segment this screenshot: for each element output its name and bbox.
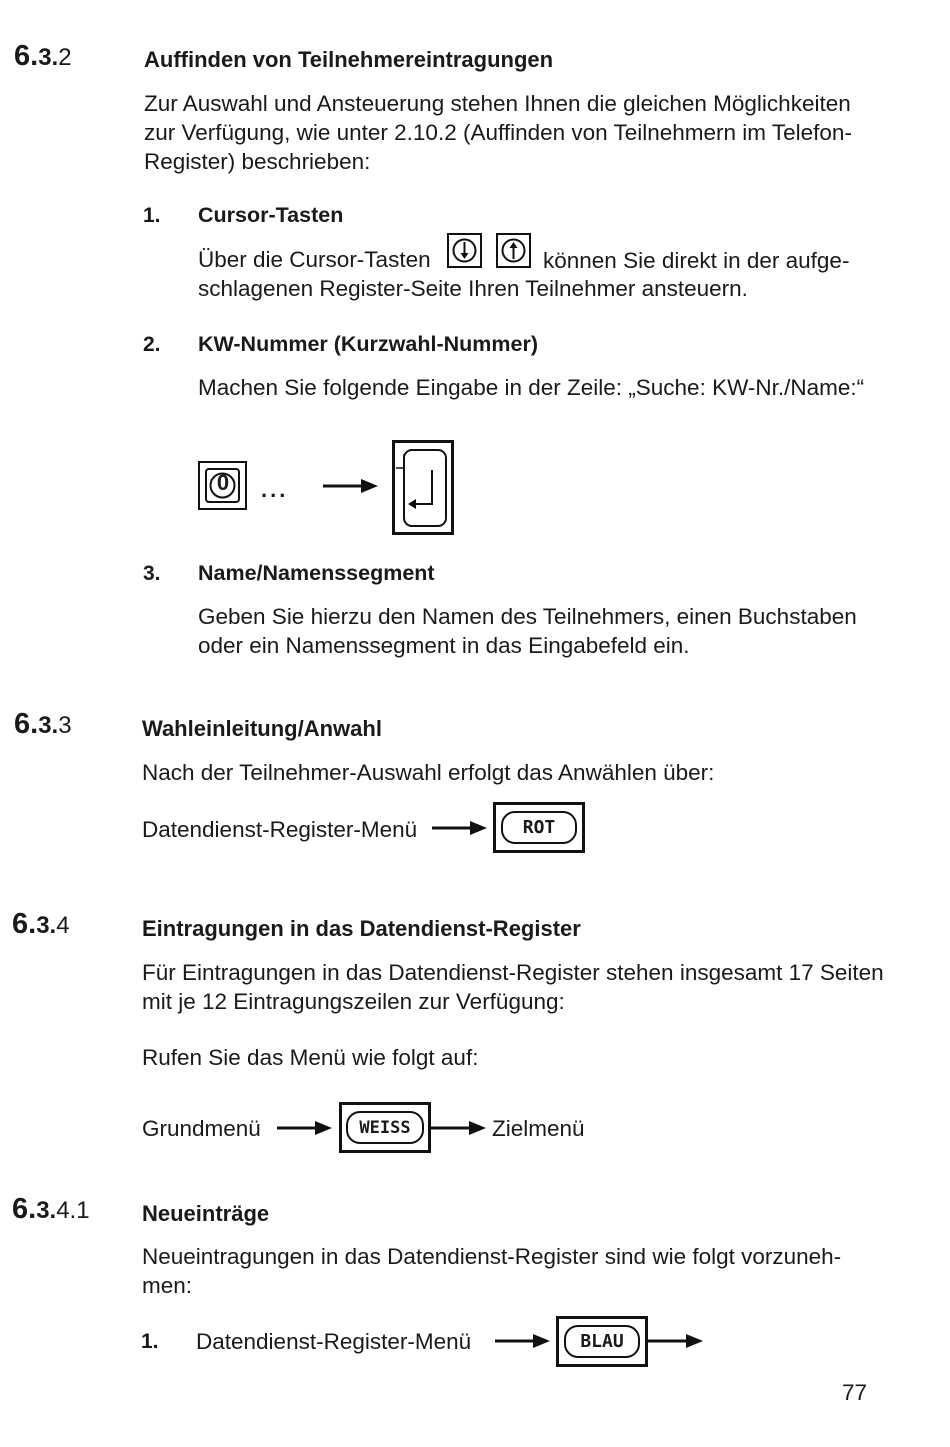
arrow-right-icon [432,820,487,836]
menu-label-grundmenu: Grundmenü [142,1116,261,1141]
arrow-down-icon [451,237,478,264]
section-title-6-3-3: Wahleinleitung/Anwahl [142,716,382,741]
arrow-right-icon [323,478,378,494]
weiss-key [339,1102,431,1153]
kw-line-1: Machen Sie folgende Eingabe in der Zeile: „Suche: KW-Nr./Name:“ [198,375,865,400]
menu-label-datendienst: Datendienst-Register-Menü [142,817,418,842]
list-number-1-neueintraege: 1. [141,1330,159,1353]
menu-label-datendienst-2: Datendienst-Register-Menü [196,1329,472,1354]
enter-key-icon [392,440,454,535]
name-segment-paragraph: Geben Sie hierzu den Namen des Teilnehmers, einen Buchstaben oder ein Namenssegment in das Eingabefeld ein. [198,604,857,658]
blau-key [556,1316,648,1367]
section-6-3-4-paragraph: Für Eintragungen in das Datendienst-Register stehen insgesamt 17 Seiten mit je 12 Eintragungszeilen zur Verfügung: [142,960,884,1014]
arrow-right-icon [648,1333,703,1349]
cursor-down-key [447,233,482,268]
section-number-6-3-4: 6.3.4 [12,908,70,940]
cursor-up-key [496,233,531,268]
menu-label-zielmenu: Zielmenü [492,1116,585,1141]
ellipsis: ... [261,477,289,502]
section-title-6-3-4-1: Neueinträge [142,1201,270,1226]
item-title-cursor-tasten: Cursor-Tasten [198,203,344,227]
section-6-3-3-paragraph: Nach der Teilnehmer-Auswahl erfolgt das Anwählen über: [142,760,715,785]
section-title-6-3-2: Auffinden von Teilnehmereintragungen [144,47,554,72]
section-6-3-4-paragraph-2: Rufen Sie das Menü wie folgt auf: [142,1045,479,1070]
section-number-6-3-4-1: 6.3.4.1 [12,1193,90,1225]
weiss-key-label: WEISS [346,1111,424,1144]
list-number-3: 3. [143,562,161,585]
arrow-right-icon [431,1120,486,1136]
section-6-3-4-1-paragraph: Neueintragungen in das Datendienst-Register sind wie folgt vorzuneh- men: [142,1244,842,1298]
arrow-right-icon [495,1333,550,1349]
list-number-1: 1. [143,204,161,227]
blau-key-label: BLAU [564,1325,640,1358]
section-number-6-3-2: 6.3.2 [14,40,72,72]
section-title-6-3-4: Eintragungen in das Datendienst-Register [142,916,581,941]
item-title-name-segment: Name/Namenssegment [198,561,435,585]
cursor-line-1-pre: Über die Cursor-Tasten [198,247,431,272]
key-zero-label: 0 [216,470,230,495]
item-title-kw-nummer: KW-Nummer (Kurzwahl-Nummer) [198,332,539,356]
page-number: 77 [842,1380,868,1405]
rot-key [493,802,585,853]
section-number-6-3-3: 6.3.3 [14,708,72,740]
section-6-3-2-paragraph: Zur Auswahl und Ansteuerung stehen Ihnen die gleichen Möglichkeiten zur Verfügung, wie unter 2.10.2 (Auffinden von Teilnehmern im Telefon- Register) beschrieben: [144,91,852,174]
list-number-2: 2. [143,333,161,356]
cursor-line-2: schlagenen Register-Seite Ihren Teilnehmer ansteuern. [198,276,748,301]
arrow-up-icon [500,237,527,264]
cursor-line-1-post: können Sie direkt in der aufge- [543,248,850,273]
rot-key-label: ROT [501,811,577,844]
arrow-right-icon [277,1120,332,1136]
